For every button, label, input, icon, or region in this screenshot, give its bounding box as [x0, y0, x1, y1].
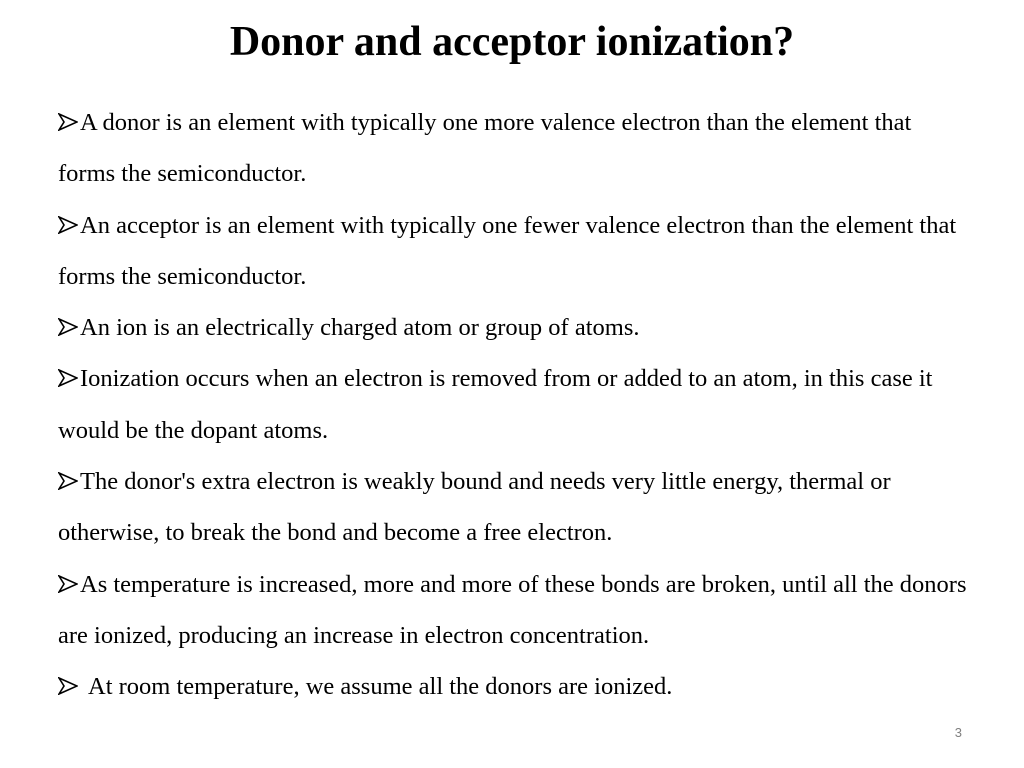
arrow-bullet-icon	[58, 575, 80, 593]
bullet-item	[58, 661, 968, 712]
page-number: 3	[954, 725, 962, 740]
bullet-text: An ion is an electrically charged atom or group of atoms.	[80, 314, 640, 342]
bullet-item	[58, 353, 968, 456]
bullet-text: At room temperature, we assume all the donors are ionized.	[88, 673, 673, 701]
bullet-text: Ionization occurs when an electron is removed from or added to an atom, in this case it would be the dopant atoms.	[58, 365, 933, 444]
arrow-bullet-icon	[58, 369, 80, 387]
slide-title: Donor and acceptor ionization?	[229, 19, 795, 65]
bullet-item	[58, 456, 968, 559]
bullet-list	[58, 97, 968, 713]
bullet-text: As temperature is increased, more and more of these bonds are broken, until all the donors are ionized, producing an increase in electron concentration.	[58, 570, 967, 649]
bullet-text: An acceptor is an element with typically one fewer valence electron than the element that forms the semiconductor.	[58, 211, 957, 290]
arrow-bullet-icon	[58, 677, 88, 695]
arrow-bullet-icon	[58, 113, 80, 131]
bullet-item	[58, 97, 968, 200]
bullet-item	[58, 302, 968, 353]
arrow-bullet-icon	[58, 216, 80, 234]
bullet-item	[58, 200, 968, 303]
arrow-bullet-icon	[58, 318, 80, 336]
arrow-bullet-icon	[58, 472, 80, 490]
bullet-item	[58, 559, 968, 662]
bullet-text: A donor is an element with typically one more valence electron than the element that forms the semiconductor.	[58, 109, 912, 188]
bullet-text: The donor's extra electron is weakly bound and needs very little energy, thermal or otherwise, to break the bond and become a free electron.	[58, 468, 891, 547]
